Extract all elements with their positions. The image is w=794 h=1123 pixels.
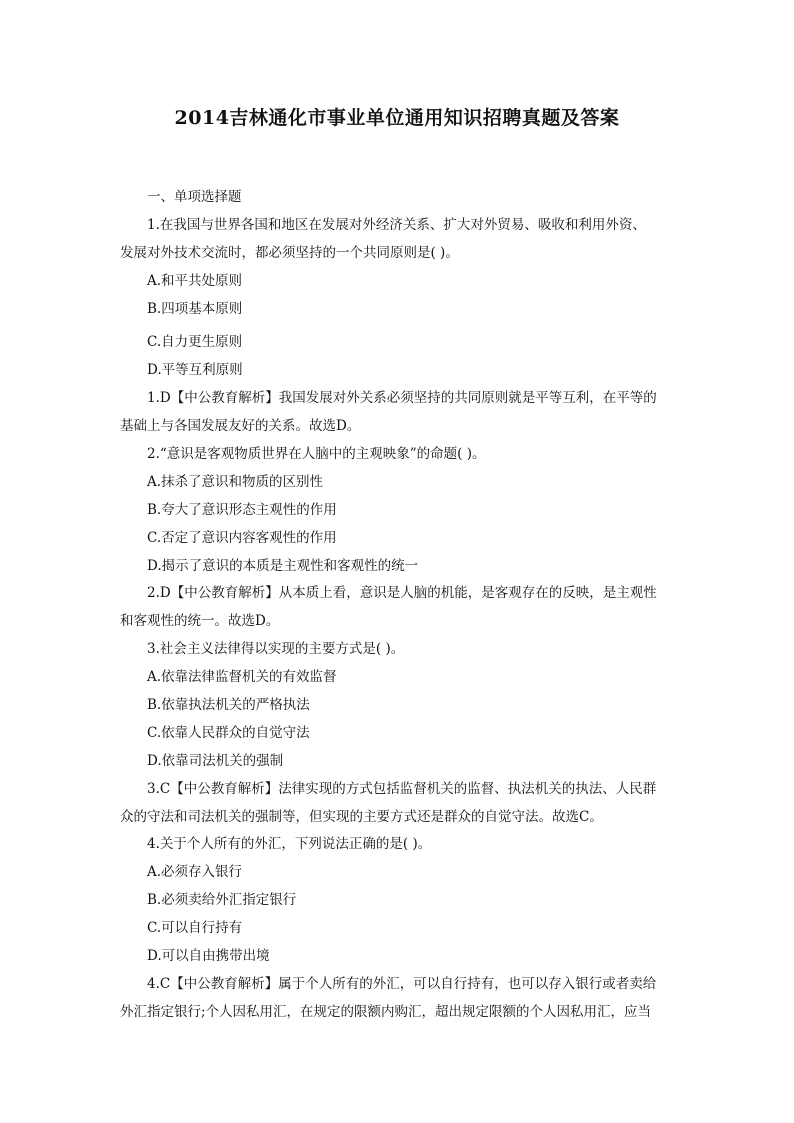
text-line: B.必须卖给外汇指定银行 <box>147 892 297 909</box>
text-line: A.抹杀了意识和物质的区别性 <box>147 473 324 490</box>
text-line: 3.C【中公教育解析】法律实现的方式包括监督机关的监督、执法机关的执法、人民群 <box>147 780 657 797</box>
text-line: D.平等互利原则 <box>147 362 243 379</box>
text-line: C.可以自行持有 <box>147 920 243 937</box>
text-line: B.依靠执法机关的严格执法 <box>147 697 310 714</box>
text-line: D.可以自由携带出境 <box>147 948 270 965</box>
text-line: A.依靠法律监督机关的有效监督 <box>147 669 337 686</box>
text-line: 3.社会主义法律得以实现的主要方式是( )。 <box>147 641 405 658</box>
text-line: B.夸大了意识形态主观性的作用 <box>147 501 337 518</box>
text-line: 和客观性的统一。故选D。 <box>120 613 280 630</box>
text-line: 2.“意识是客观物质世界在人脑中的主观映象”的命题( )。 <box>147 446 486 463</box>
text-line: 2.D【中公教育解析】从本质上看，意识是人脑的机能，是客观存在的反映，是主观性 <box>147 585 657 602</box>
text-line: 一、单项选择题 <box>147 189 242 205</box>
text-line: 1.D【中公教育解析】我国发展对外关系必须坚持的共同原则就是平等互利，在平等的 <box>147 390 657 407</box>
document-title: 2014吉林通化市事业单位通用知识招聘真题及答案 <box>174 107 620 129</box>
text-line: D.揭示了意识的本质是主观性和客观性的统一 <box>147 557 419 574</box>
text-line: 基础上与各国发展友好的关系。故选D。 <box>120 418 361 435</box>
text-line: 发展对外技术交流时，都必须坚持的一个共同原则是( )。 <box>120 244 459 261</box>
text-line: 众的守法和司法机关的强制等，但实现的主要方式还是群众的自觉守法。故选C。 <box>120 808 603 825</box>
text-line: 4.关于个人所有的外汇，下列说法正确的是( )。 <box>147 836 432 853</box>
text-line: D.依靠司法机关的强制 <box>147 752 284 769</box>
text-line: C.否定了意识内容客观性的作用 <box>147 529 337 546</box>
text-line: 外汇指定银行;个人因私用汇，在规定的限额内购汇，超出规定限额的个人因私用汇，应当 <box>120 1003 652 1020</box>
text-line: C.自力更生原则 <box>147 334 243 351</box>
document-body <box>120 184 676 1027</box>
text-line: B.四项基本原则 <box>147 300 243 317</box>
text-line: C.依靠人民群众的自觉守法 <box>147 724 310 741</box>
text-line: A.必须存入银行 <box>147 864 243 881</box>
text-line: A.和平共处原则 <box>147 272 243 289</box>
text-line: 4.C【中公教育解析】属于个人所有的外汇，可以自行持有，也可以存入银行或者卖给 <box>147 975 657 992</box>
text-line: 1.在我国与世界各国和地区在发展对外经济关系、扩大对外贸易、吸收和利用外资、 <box>147 216 646 233</box>
